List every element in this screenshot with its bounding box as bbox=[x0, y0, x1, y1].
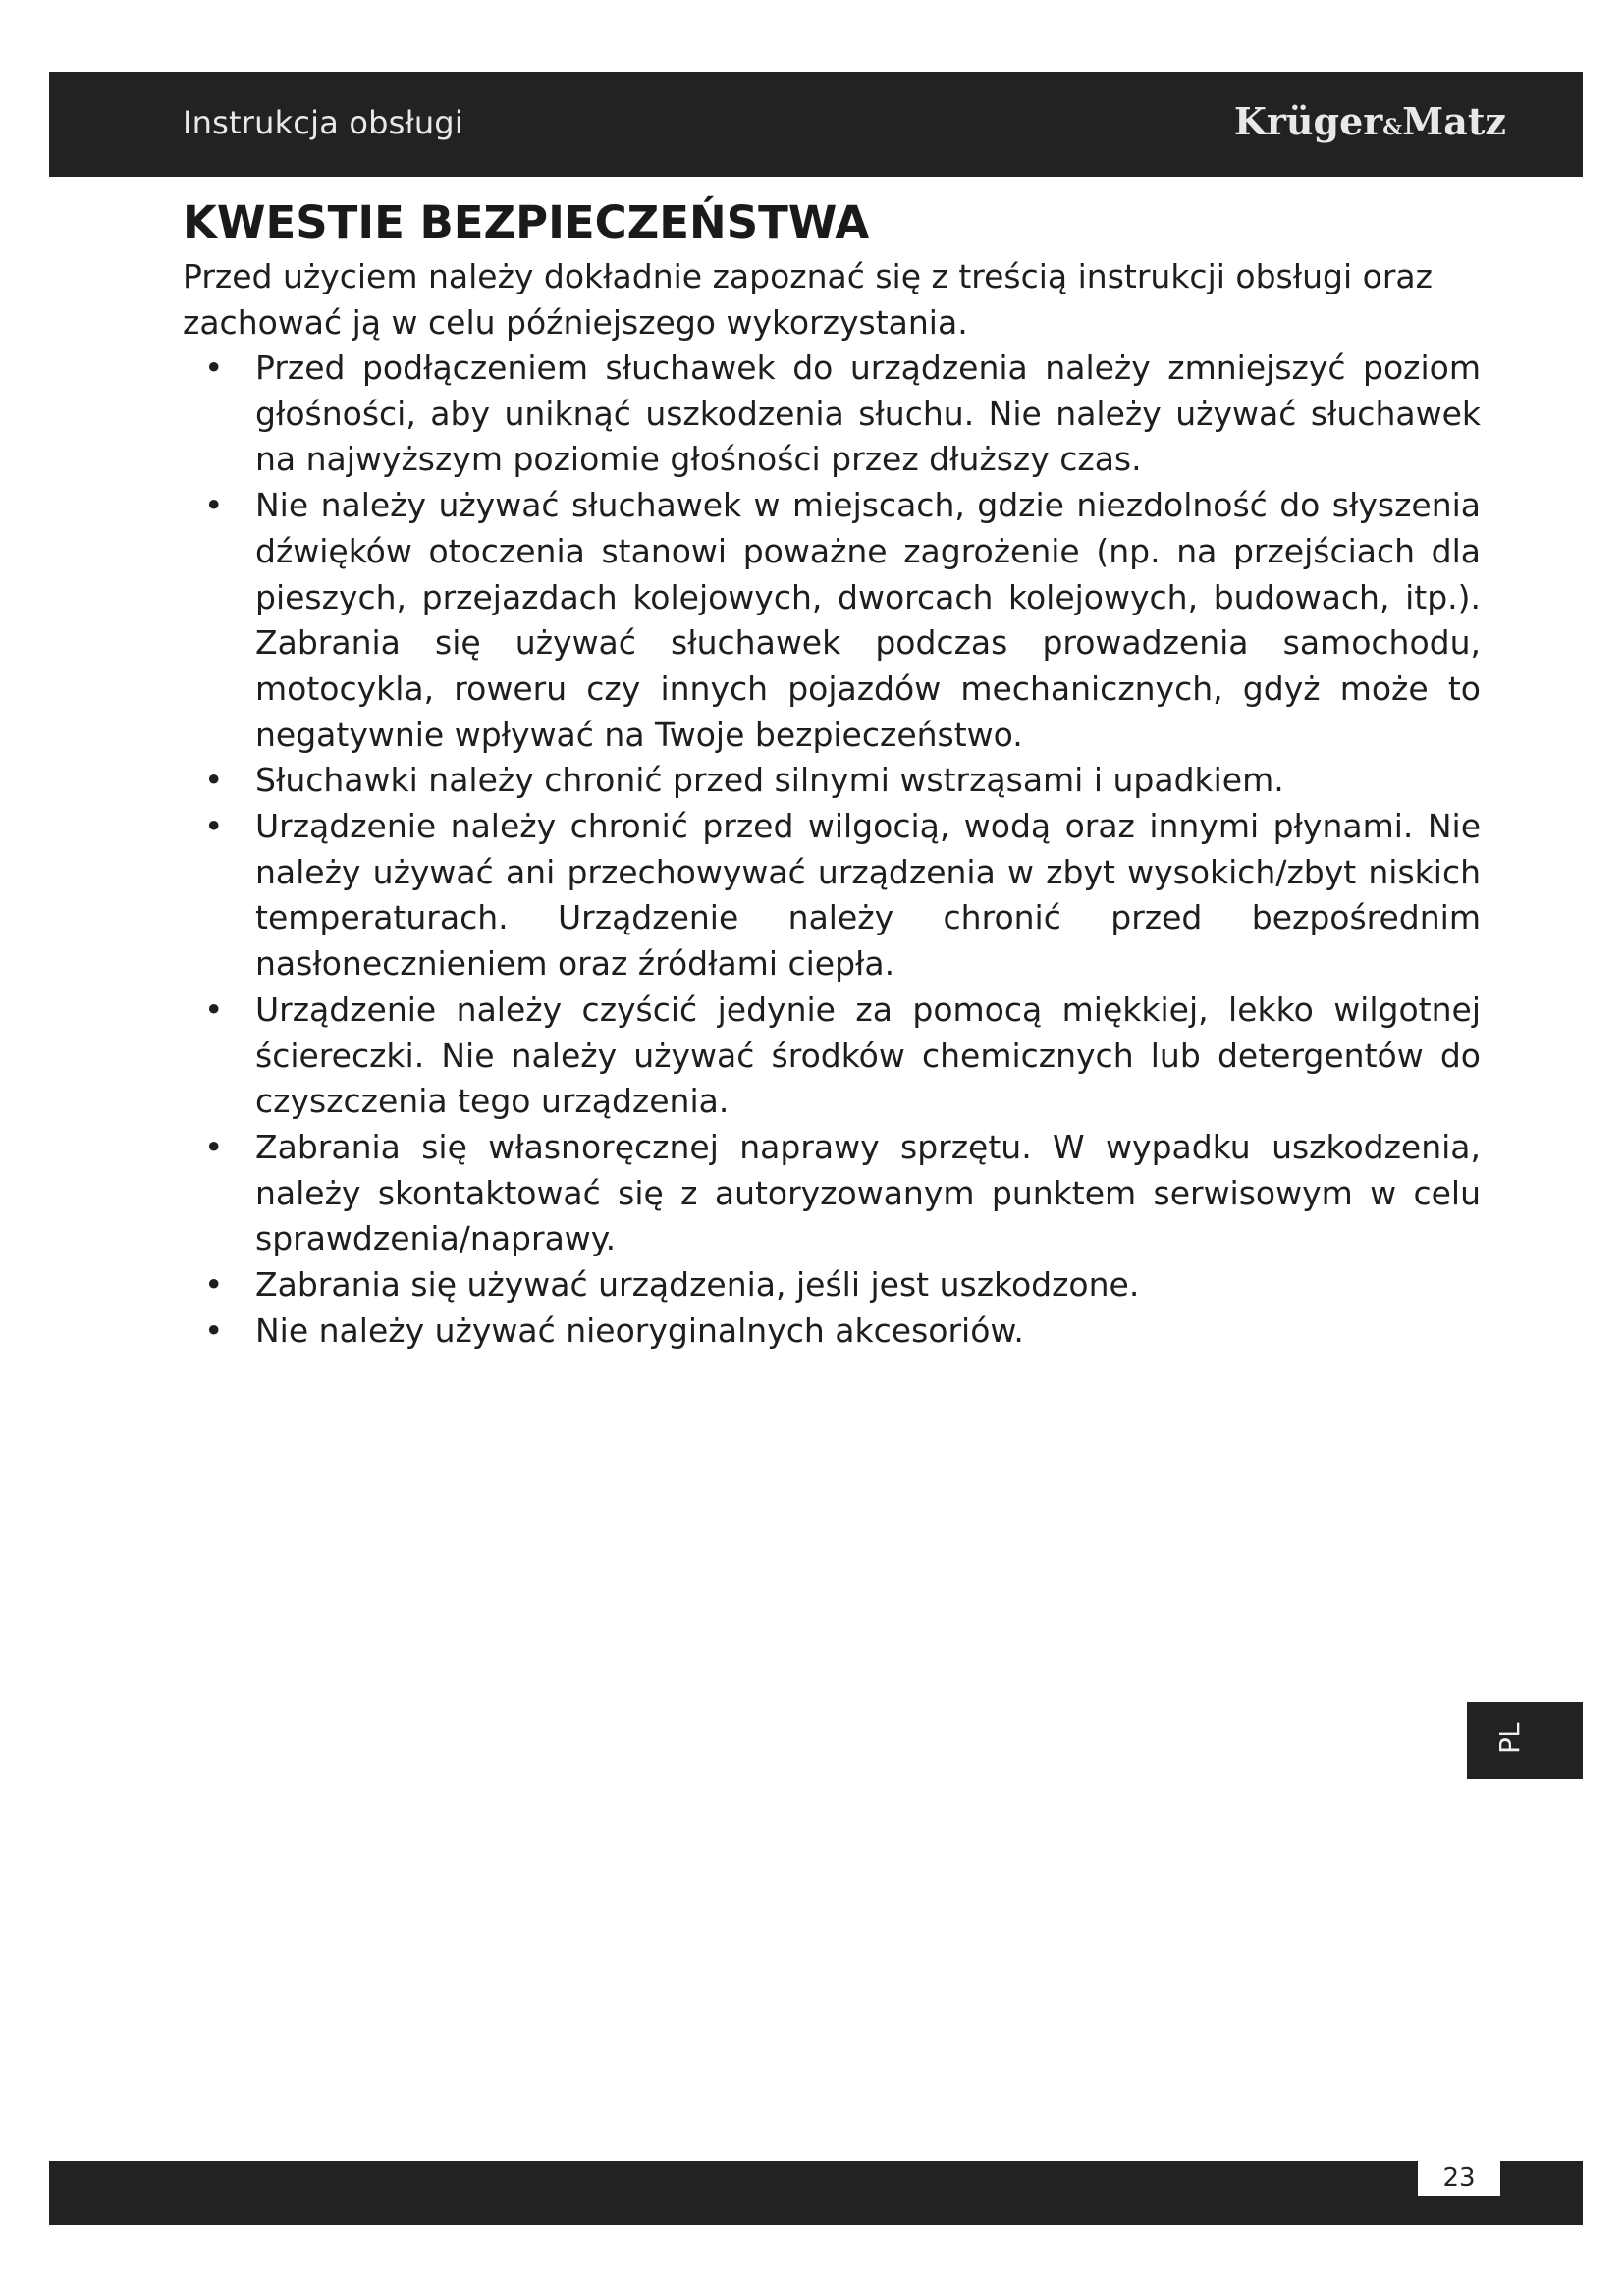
bullet-icon: • bbox=[204, 348, 224, 387]
bullet-icon: • bbox=[204, 989, 224, 1029]
main-content bbox=[183, 192, 1481, 1354]
section-title: KWESTIE BEZPIECZEŃSTWA bbox=[183, 196, 870, 248]
safety-item bbox=[183, 758, 1481, 804]
safety-item bbox=[183, 804, 1481, 988]
header-bar bbox=[49, 72, 1583, 177]
bullet-icon: • bbox=[204, 1310, 224, 1350]
safety-item bbox=[183, 1262, 1481, 1308]
brand-logo bbox=[1233, 99, 1506, 143]
safety-item-text: Słuchawki należy chronić przed silnymi wstrząsami i upadkiem. bbox=[255, 761, 1284, 800]
bullet-icon: • bbox=[204, 807, 224, 846]
brand-logo-right: Matz bbox=[1402, 99, 1506, 143]
safety-item bbox=[183, 988, 1481, 1125]
safety-item bbox=[183, 1308, 1481, 1355]
safety-item-text: Nie należy używać nieoryginalnych akcesoriów. bbox=[255, 1310, 1024, 1350]
bullet-icon: • bbox=[204, 486, 224, 525]
bullet-icon: • bbox=[204, 1127, 224, 1166]
footer-bar bbox=[49, 2161, 1583, 2225]
safety-item bbox=[183, 346, 1481, 483]
page-number-box bbox=[1418, 2161, 1500, 2196]
bullet-icon: • bbox=[204, 1265, 224, 1305]
safety-item-text: Urządzenie należy chronić przed wilgocią, wodą oraz innymi płynami. Nie należy używać ani przechowywać urządzenia w zbyt wysokich/zbyt niskich temperaturach. Urządzenie należy chronić przed bezpośrednim nasłonecznieniem oraz źródłami ciepła. bbox=[255, 807, 1481, 984]
brand-logo-left: Krüger bbox=[1233, 99, 1383, 143]
safety-item-text: Nie należy używać słuchawek w miejscach, gdzie niezdolność do słyszenia dźwięków otoczenia stanowi poważne zagrożenie (np. na przejściach dla pieszych, przejazdach kolejowych, dworcach kolejowych, budowach, itp.). Zabrania się używać słuchawek podczas prowadzenia samochodu, motocykla, roweru czy innych pojazdów mechanicznych, gdyż może to negatywnie wpływać na Twoje bezpieczeństwo. bbox=[255, 486, 1481, 754]
safety-item-text: Urządzenie należy czyścić jedynie za pomocą miękkiej, lekko wilgotnej ściereczki. Nie należy używać środków chemicznych lub detergentów do czyszczenia tego urządzenia. bbox=[255, 989, 1481, 1121]
intro-paragraph: Przed użyciem należy dokładnie zapoznać się z treścią instrukcji obsługi oraz zachować ją w celu późniejszego wykorzystania. bbox=[183, 257, 1433, 342]
document-type-title: Instrukcja obsługi bbox=[183, 104, 463, 141]
safety-item-text: Zabrania się używać urządzenia, jeśli jest uszkodzone. bbox=[255, 1265, 1140, 1305]
language-label: PL bbox=[1493, 1722, 1526, 1754]
safety-item bbox=[183, 483, 1481, 758]
safety-list bbox=[183, 346, 1481, 1354]
bullet-icon: • bbox=[204, 761, 224, 800]
language-tab bbox=[1467, 1702, 1583, 1779]
safety-item bbox=[183, 1125, 1481, 1262]
safety-item-text: Zabrania się własnoręcznej naprawy sprzętu. W wypadku uszkodzenia, należy skontaktować się z autoryzowanym punktem serwisowym w celu sprawdzenia/naprawy. bbox=[255, 1127, 1481, 1258]
brand-logo-ampersand: & bbox=[1382, 115, 1403, 140]
page-number: 23 bbox=[1442, 2163, 1476, 2193]
safety-item-text: Przed podłączeniem słuchawek do urządzenia należy zmniejszyć poziom głośności, aby uniknąć uszkodzenia słuchu. Nie należy używać słuchawek na najwyższym poziomie głośności przez dłuższy czas. bbox=[255, 348, 1481, 479]
